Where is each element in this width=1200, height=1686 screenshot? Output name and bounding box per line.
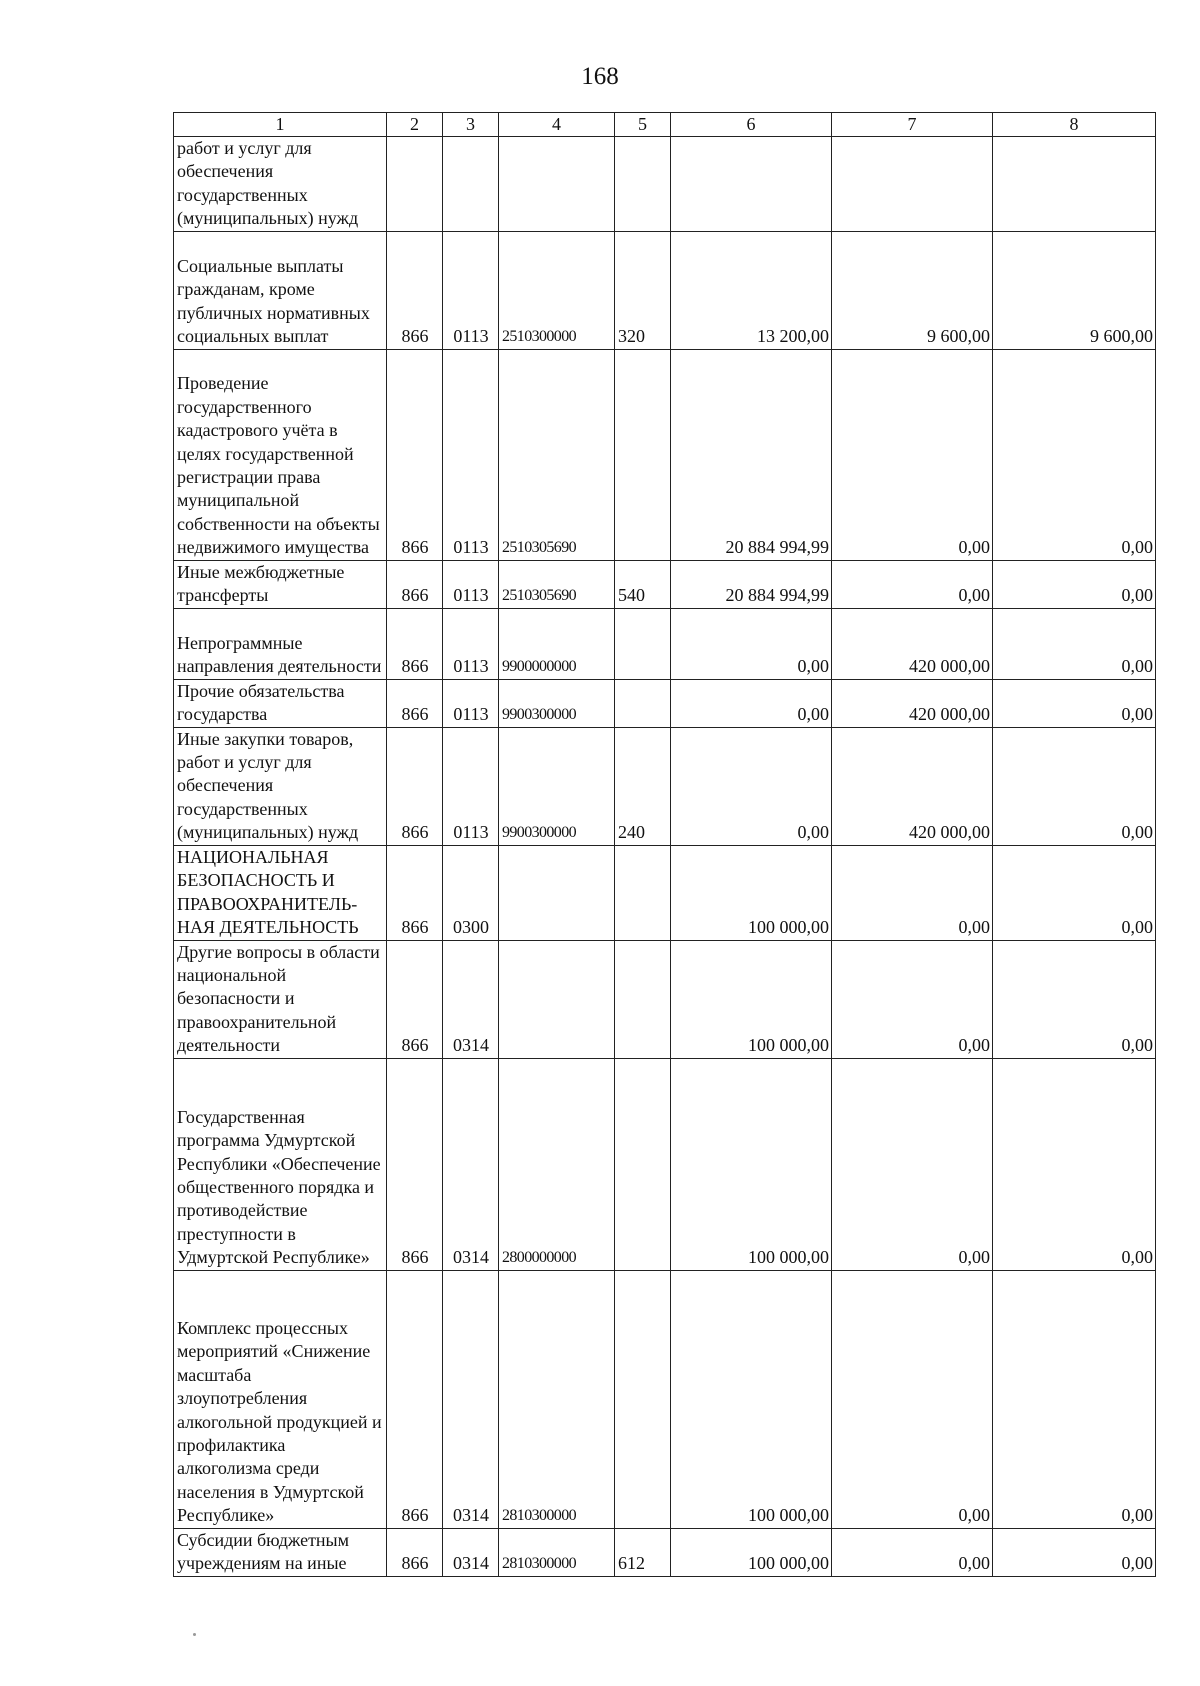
table-row <box>174 845 1156 940</box>
cell-col6: 100 000,00 <box>671 1058 832 1270</box>
cell-col5 <box>615 1058 671 1270</box>
cell-col2: 866 <box>387 560 443 608</box>
cell-col3: 0113 <box>443 727 499 845</box>
cell-col3: 0113 <box>443 608 499 679</box>
cell-col7: 9 600,00 <box>832 231 993 349</box>
row-name: Социальные выплаты гражданам, кроме публичных нормативных социальных выплат <box>174 231 387 349</box>
cell-col5 <box>615 1270 671 1528</box>
cell-col4 <box>499 940 615 1058</box>
table-row <box>174 349 1156 560</box>
cell-col7 <box>832 137 993 232</box>
cell-col7: 0,00 <box>832 1528 993 1576</box>
row-name: Другие вопросы в области национальной безопасности и правоохранительной деятельности <box>174 940 387 1058</box>
cell-col5: 612 <box>615 1528 671 1576</box>
cell-col4: 9900300000 <box>499 727 615 845</box>
cell-col3 <box>443 137 499 232</box>
cell-col8: 0,00 <box>993 940 1156 1058</box>
cell-col4: 9900300000 <box>499 679 615 727</box>
cell-col6: 0,00 <box>671 608 832 679</box>
cell-col2: 866 <box>387 940 443 1058</box>
cell-col8: 0,00 <box>993 845 1156 940</box>
scan-speck <box>193 1633 196 1636</box>
cell-col5: 320 <box>615 231 671 349</box>
table-row <box>174 137 1156 232</box>
row-name: Иные межбюджетные трансферты <box>174 560 387 608</box>
cell-col3: 0314 <box>443 1270 499 1528</box>
cell-col2: 866 <box>387 1058 443 1270</box>
table-row <box>174 560 1156 608</box>
cell-col7: 420 000,00 <box>832 608 993 679</box>
cell-col5 <box>615 608 671 679</box>
cell-col8 <box>993 137 1156 232</box>
cell-col7: 0,00 <box>832 1270 993 1528</box>
row-name: Прочие обязательства государства <box>174 679 387 727</box>
row-name: Иные закупки товаров, работ и услуг для обеспечения государственных (муниципальных) нужд <box>174 727 387 845</box>
column-header-2: 2 <box>387 113 443 137</box>
cell-col8: 0,00 <box>993 679 1156 727</box>
cell-col2: 866 <box>387 1528 443 1576</box>
cell-col6: 100 000,00 <box>671 1270 832 1528</box>
cell-col7: 0,00 <box>832 560 993 608</box>
cell-col7: 420 000,00 <box>832 727 993 845</box>
cell-col8: 9 600,00 <box>993 231 1156 349</box>
row-name: работ и услуг для обеспечения государственных (муниципальных) нужд <box>174 137 387 232</box>
cell-col8: 0,00 <box>993 608 1156 679</box>
column-header-7: 7 <box>832 113 993 137</box>
cell-col6: 100 000,00 <box>671 940 832 1058</box>
cell-col2 <box>387 137 443 232</box>
cell-col4: 2510305690 <box>499 560 615 608</box>
cell-col6: 20 884 994,99 <box>671 560 832 608</box>
cell-col5 <box>615 137 671 232</box>
cell-col4: 2800000000 <box>499 1058 615 1270</box>
cell-col2: 866 <box>387 1270 443 1528</box>
budget-table <box>173 112 1156 1577</box>
cell-col8: 0,00 <box>993 727 1156 845</box>
cell-col6: 100 000,00 <box>671 1528 832 1576</box>
cell-col6 <box>671 137 832 232</box>
cell-col4 <box>499 137 615 232</box>
cell-col4: 2510305690 <box>499 349 615 560</box>
cell-col8: 0,00 <box>993 1270 1156 1528</box>
row-name: Проведение государственного кадастрового учёта в целях государственной регистрации права муниципальной собственности на объекты недвижимого имущества <box>174 349 387 560</box>
column-header-5: 5 <box>615 113 671 137</box>
cell-col2: 866 <box>387 608 443 679</box>
cell-col4: 2810300000 <box>499 1528 615 1576</box>
table-row <box>174 679 1156 727</box>
cell-col8: 0,00 <box>993 349 1156 560</box>
column-header-3: 3 <box>443 113 499 137</box>
cell-col5 <box>615 349 671 560</box>
column-header-6: 6 <box>671 113 832 137</box>
page-number: 168 <box>581 63 619 90</box>
cell-col3: 0113 <box>443 349 499 560</box>
cell-col3: 0113 <box>443 679 499 727</box>
cell-col2: 866 <box>387 845 443 940</box>
cell-col2: 866 <box>387 679 443 727</box>
cell-col5 <box>615 845 671 940</box>
cell-col6: 0,00 <box>671 679 832 727</box>
cell-col3: 0314 <box>443 940 499 1058</box>
table-row <box>174 940 1156 1058</box>
cell-col6: 13 200,00 <box>671 231 832 349</box>
row-name: НАЦИОНАЛЬНАЯ БЕЗОПАСНОСТЬ И ПРАВООХРАНИТЕЛЬ-НАЯ ДЕЯТЕЛЬНОСТЬ <box>174 845 387 940</box>
cell-col5: 540 <box>615 560 671 608</box>
cell-col8: 0,00 <box>993 1528 1156 1576</box>
cell-col4: 2510300000 <box>499 231 615 349</box>
cell-col4: 2810300000 <box>499 1270 615 1528</box>
column-header-8: 8 <box>993 113 1156 137</box>
row-name: Комплекс процессных мероприятий «Снижение масштаба злоупотребления алкогольной продукцией и профилактика алкоголизма среди населения в Удмуртской Республике» <box>174 1270 387 1528</box>
cell-col7: 0,00 <box>832 1058 993 1270</box>
cell-col7: 0,00 <box>832 349 993 560</box>
cell-col7: 0,00 <box>832 940 993 1058</box>
cell-col2: 866 <box>387 349 443 560</box>
cell-col5: 240 <box>615 727 671 845</box>
cell-col5 <box>615 679 671 727</box>
cell-col4: 9900000000 <box>499 608 615 679</box>
cell-col7: 0,00 <box>832 845 993 940</box>
cell-col3: 0314 <box>443 1058 499 1270</box>
row-name: Государственная программа Удмуртской Республики «Обеспечение общественного порядка и противодействие преступности в Удмуртской Республике» <box>174 1058 387 1270</box>
cell-col3: 0113 <box>443 231 499 349</box>
cell-col2: 866 <box>387 231 443 349</box>
cell-col5 <box>615 940 671 1058</box>
table-row <box>174 1058 1156 1270</box>
row-name: Субсидии бюджетным учреждениям на иные <box>174 1528 387 1576</box>
header-row <box>174 113 1156 137</box>
cell-col3: 0300 <box>443 845 499 940</box>
cell-col2: 866 <box>387 727 443 845</box>
cell-col3: 0113 <box>443 560 499 608</box>
cell-col3: 0314 <box>443 1528 499 1576</box>
cell-col8: 0,00 <box>993 560 1156 608</box>
cell-col4 <box>499 845 615 940</box>
cell-col6: 0,00 <box>671 727 832 845</box>
table-row <box>174 231 1156 349</box>
table-row <box>174 1270 1156 1528</box>
table-row <box>174 727 1156 845</box>
column-header-4: 4 <box>499 113 615 137</box>
column-header-1: 1 <box>174 113 387 137</box>
cell-col6: 100 000,00 <box>671 845 832 940</box>
cell-col7: 420 000,00 <box>832 679 993 727</box>
table-row <box>174 608 1156 679</box>
cell-col6: 20 884 994,99 <box>671 349 832 560</box>
cell-col8: 0,00 <box>993 1058 1156 1270</box>
table-row <box>174 1528 1156 1576</box>
row-name: Непрограммные направления деятельности <box>174 608 387 679</box>
